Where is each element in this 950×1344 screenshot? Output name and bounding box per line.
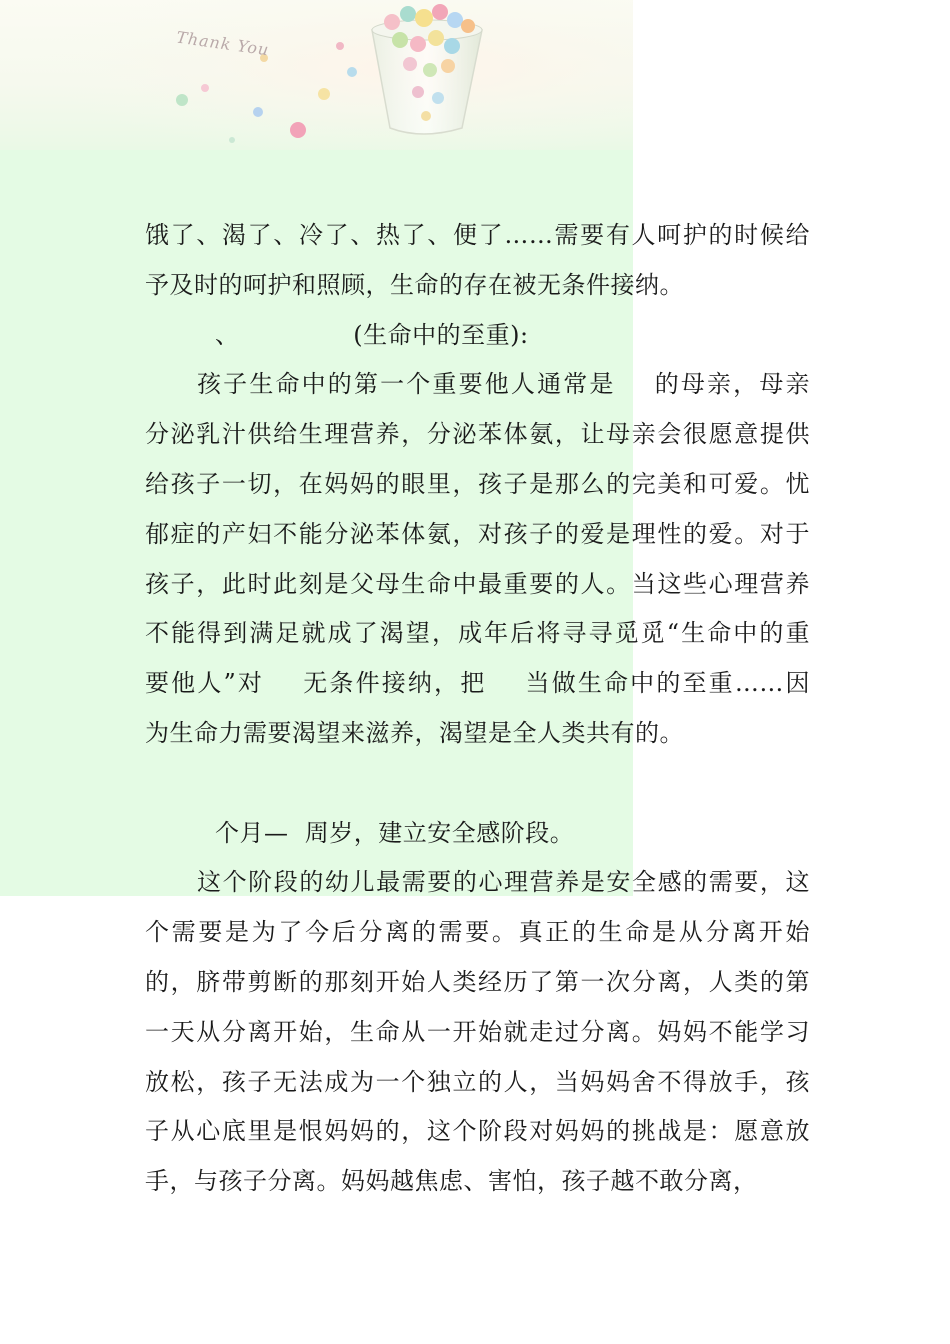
blank-line [145, 759, 810, 809]
text-line: 分泌乳汁供给生理营养，分泌苯体氨，让母亲会很愿意提供 [145, 420, 810, 449]
text-line: 手，与孩子分离。妈妈越焦虑、害怕，孩子越不敢分离， [145, 1167, 758, 1196]
text-line: 、 (生命中的至重): [215, 320, 529, 349]
candy-jar-illustration [0, 0, 633, 150]
text-line: 孩子，此时此刻是父母生命中最重要的人。当这些心理营养 [145, 569, 810, 598]
text-line: 不能得到满足就成了渴望，成年后将寻寻觅觅“生命中的重 [145, 619, 810, 648]
body-text [145, 211, 810, 1207]
text-line: 为生命力需要渴望来滋养，渴望是全人类共有的。 [145, 718, 684, 747]
text-line: 饿了、渴了、冷了、热了、便了……需要有人呵护的时候给 [145, 221, 810, 249]
header-decoration-image [0, 0, 633, 150]
text-line: 郁症的产妇不能分泌苯体氨，对孩子的爱是理性的爱。对于 [145, 519, 810, 548]
text-line: 这个阶段的幼儿最需要的心理营养是安全感的需要，这 [197, 868, 810, 897]
text-line: 要他人”对 无条件接纳，把 当做生命中的至重……因 [145, 669, 810, 698]
text-line: 子从心底里是恨妈妈的，这个阶段对妈妈的挑战是：愿意放 [145, 1117, 810, 1146]
text-line: 一天从分离开始，生命从一开始就走过分离。妈妈不能学习 [145, 1017, 810, 1046]
text-line: 个月— 周岁，建立安全感阶段。 [215, 818, 575, 847]
text-line: 孩子生命中的第一个重要他人通常是 的母亲，母亲 [197, 370, 810, 399]
thank-you-script: Thank You [175, 27, 271, 60]
text-line: 放松，孩子无法成为一个独立的人，当妈妈舍不得放手，孩 [145, 1067, 810, 1096]
text-line: 给孩子一切，在妈妈的眼里，孩子是那么的完美和可爱。忧 [145, 469, 810, 498]
text-line: 个需要是为了今后分离的需要。真正的生命是从分离开始 [145, 918, 810, 947]
text-line: 予及时的呵护和照顾，生命的存在被无条件接纳。 [145, 270, 684, 299]
text-line: 的，脐带剪断的那刻开始人类经历了第一次分离，人类的第 [145, 967, 810, 996]
